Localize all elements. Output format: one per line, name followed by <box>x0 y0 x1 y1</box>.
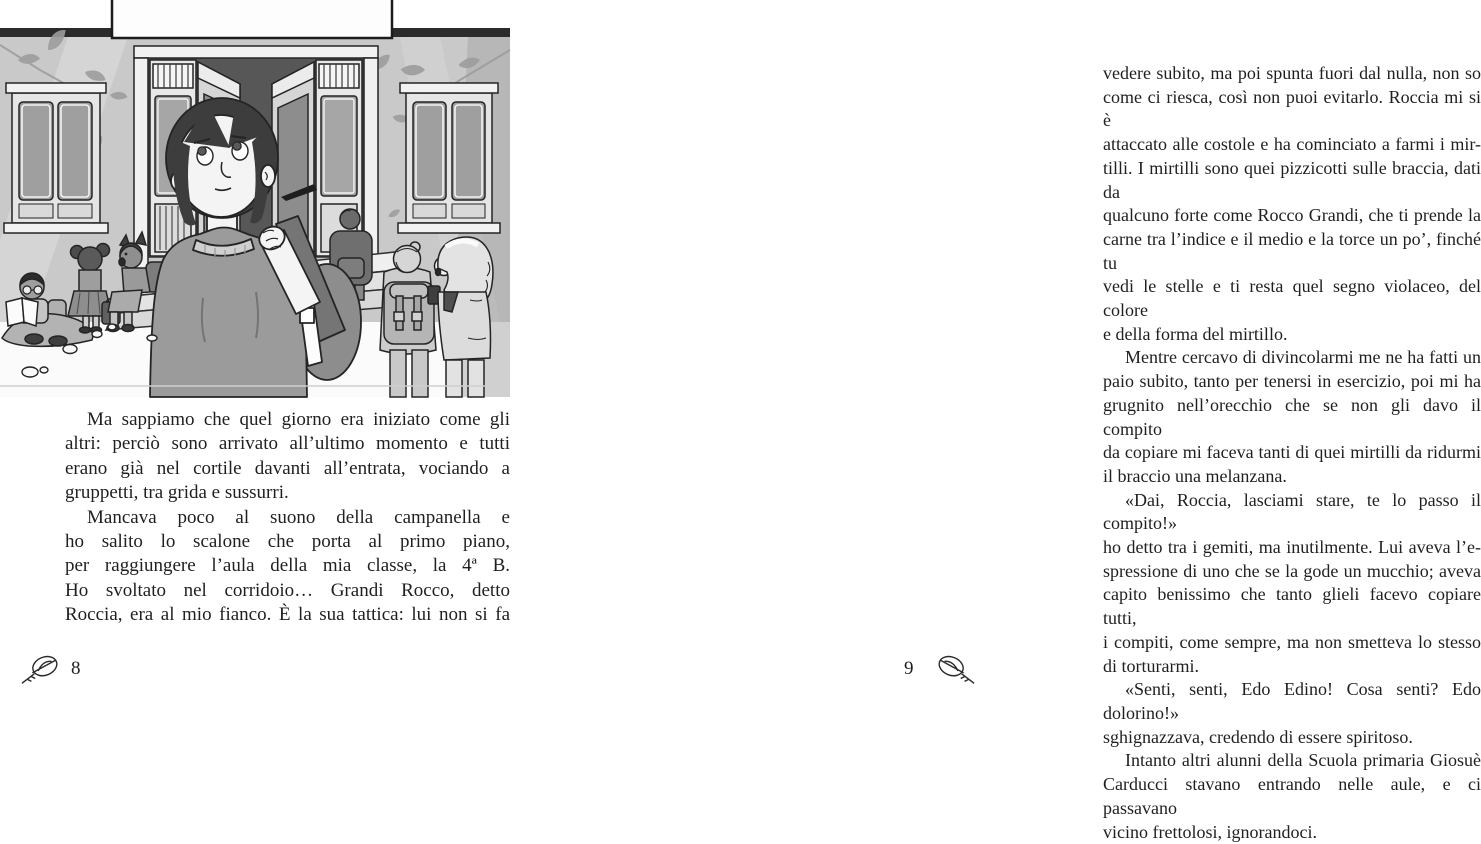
page-right-footer <box>904 652 976 686</box>
text-line: attaccato alle costole e ha cominciato a farmi i mir- <box>1103 133 1481 157</box>
text-line: paio subito, tanto per tenersi in esercizio, poi mi ha <box>1103 370 1481 394</box>
text-line: qualcuno forte come Rocco Grandi, che ti prende la <box>1103 204 1481 228</box>
text-line: tilli. I mirtilli sono quei pizzicotti sulle braccia, dati da <box>1103 157 1481 204</box>
text-line: Ma sappiamo che quel giorno era iniziato come gli <box>65 408 510 432</box>
leaf-ornament-icon <box>934 652 976 686</box>
text-line: come ci riesca, così non puoi evitarlo. Roccia mi si è <box>1103 86 1481 133</box>
page-left <box>0 0 540 714</box>
text-line: erano già nel cortile davanti all’entrata, vociando a <box>65 457 510 481</box>
school-sign <box>112 0 392 38</box>
text-line: Intanto altri alunni della Scuola primaria Giosuè <box>1103 749 1481 773</box>
text-line: ho detto tra i gemiti, ma inutilmente. Lui aveva l’e- <box>1103 536 1481 560</box>
text-line: sghignazzava, credendo di essere spiritoso. <box>1103 726 1481 750</box>
illustration-school-entrance <box>0 0 510 397</box>
text-line: gruppetti, tra grida e sussurri. <box>65 481 510 505</box>
text-line: grugnito nell’orecchio che se non gli davo il compito <box>1103 394 1481 441</box>
window-right <box>398 83 500 233</box>
text-line: per raggiungere l’aula della mia classe, la 4ª B. <box>65 554 510 578</box>
text-line: da copiare mi faceva tanti di quei mirtilli da ridurmi <box>1103 441 1481 465</box>
text-line: «Dai, Roccia, lasciami stare, te lo passo il compito!» <box>1103 489 1481 536</box>
page-number-left: 8 <box>71 658 81 680</box>
text-line: Mancava poco al suono della campanella e <box>65 506 510 530</box>
page-right <box>540 0 1000 714</box>
text-line: i compiti, come sempre, ma non smetteva lo stesso <box>1103 631 1481 655</box>
text-line: vicino frettolosi, ignorandoci. <box>1103 821 1481 844</box>
text-line: ho salito lo scalone che porta al primo piano, <box>65 530 510 554</box>
text-line: Mentre cercavo di divincolarmi me ne ha fatti un <box>1103 346 1481 370</box>
text-line: e della forma del mirtillo. <box>1103 323 1481 347</box>
text-line: «Senti, senti, Edo Edino! Cosa senti? Edo dolorino!» <box>1103 678 1481 725</box>
paragraph <box>1103 346 1481 488</box>
text-line: di torturarmi. <box>1103 655 1481 679</box>
page-left-text <box>65 408 510 628</box>
paragraph <box>1103 749 1481 844</box>
text-line: Ho svoltato nel corridoio… Grandi Rocco, detto <box>65 579 510 603</box>
paragraph <box>1103 62 1481 346</box>
text-line: Roccia, era al mio fianco. È la sua tattica: lui non si fa <box>65 603 510 627</box>
text-line: vedere subito, ma poi spunta fuori dal nulla, non so <box>1103 62 1481 86</box>
text-line: capito benissimo che tanto glieli facevo copiare tutti, <box>1103 583 1481 630</box>
paragraph <box>65 408 510 506</box>
paragraph <box>1103 489 1481 679</box>
paragraph <box>65 506 510 628</box>
text-line: il braccio una melanzana. <box>1103 465 1481 489</box>
paragraph <box>1103 678 1481 749</box>
window-left <box>4 83 108 233</box>
text-line: spressione di uno che se la gode un mucchio; aveva <box>1103 560 1481 584</box>
text-line: carne tra l’indice e il medio e la torce un po’, finché tu <box>1103 228 1481 275</box>
page-left-footer <box>20 652 81 686</box>
page-right-text <box>1103 62 1481 844</box>
text-line: altri: perciò sono arrivato all’ultimo momento e tutti <box>65 432 510 456</box>
text-line: Carducci stavano entrando nelle aule, e ci passavano <box>1103 773 1481 820</box>
text-line: vedi le stelle e ti resta quel segno violaceo, del colore <box>1103 275 1481 322</box>
page-number-right: 9 <box>904 658 914 680</box>
leaf-ornament-icon <box>20 652 62 686</box>
